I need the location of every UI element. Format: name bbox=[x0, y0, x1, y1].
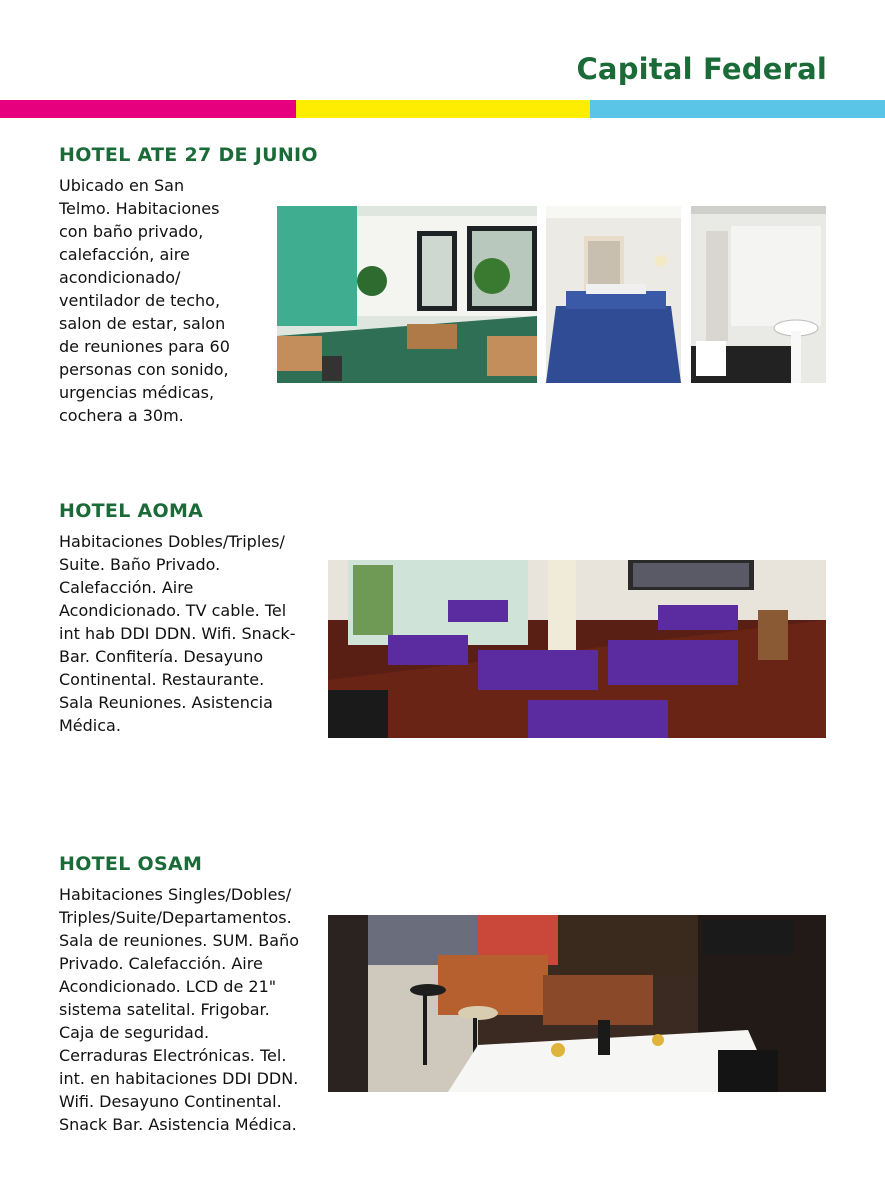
hotel-description-ate: Ubicado en San Telmo. Habitaciones con baño privado, calefacción, aire acondicionado/ ventilador de techo, salon de estar, salon de reuniones para 60 personas con sonido, urgencias médicas, cochera a 30m. bbox=[59, 176, 230, 425]
hotel-osam-dining-photo bbox=[328, 915, 826, 1092]
hotel-aoma-restaurant-photo bbox=[328, 560, 826, 738]
magenta-stripe bbox=[0, 100, 296, 118]
hotel-ate-bedroom-photo bbox=[546, 206, 681, 383]
hotel-ate-bathroom-photo bbox=[691, 206, 826, 383]
yellow-stripe bbox=[296, 100, 590, 118]
cyan-stripe bbox=[590, 100, 885, 118]
hotel-description-aoma: Habitaciones Dobles/Triples/ Suite. Baño Privado. Calefacción. Aire Acondicionado. TV cable. Tel int hab DDI DDN. Wifi. Snack- Bar. Confitería. Desayuno Continental. Restaurante. Sala Reuniones. Asistencia Médica. bbox=[59, 532, 296, 735]
hotel-ate-lobby-photo bbox=[277, 206, 537, 383]
hotel-title-ate: HOTEL ATE 27 DE JUNIO bbox=[59, 144, 318, 166]
hotel-title-aoma: HOTEL AOMA bbox=[59, 500, 204, 522]
page-title: Capital Federal bbox=[576, 52, 827, 86]
hotel-description-osam: Habitaciones Singles/Dobles/ Triples/Suite/Departamentos. Sala de reuniones. SUM. Baño Privado. Calefacción. Aire Acondicionado. LCD de 21" sistema satelital. Frigobar. Caja de seguridad. Cerraduras Electrónicas. Tel. int. en habitaciones DDI DDN. Wifi. Desayuno Continental. Snack Bar. Asistencia Médica. bbox=[59, 885, 300, 1134]
hotel-title-osam: HOTEL OSAM bbox=[59, 853, 203, 875]
